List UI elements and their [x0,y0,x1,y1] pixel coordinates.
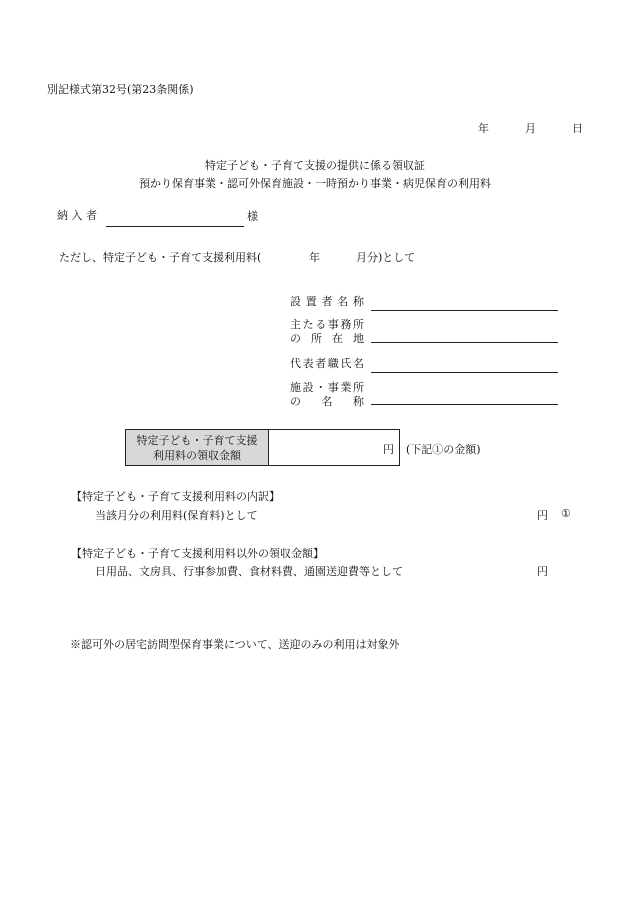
receipt-amount-yen: 円 [383,443,394,456]
office-location-line[interactable] [371,342,558,343]
payer-name-line[interactable] [106,226,244,227]
receipt-amount-note: (下記①の金額) [406,443,481,456]
office-location-label-line1: 主たる事務所 [290,318,364,331]
other-amounts-item: 日用品、文房具、行事参加費、食材料費、通園送迎費等として [95,565,403,578]
proviso-month-suffix: 月分)として [356,251,416,264]
form-number: 別記様式第32号(第23条関係) [47,83,194,96]
installer-name-line[interactable] [371,310,558,311]
installer-name-label: 設置者名称 [290,295,364,308]
date-year-label: 年 [478,122,489,135]
facility-name-line[interactable] [371,404,558,405]
proviso-prefix: ただし、特定子ども・子育て支援利用料( [59,251,262,264]
breakdown-mark: ① [561,507,571,520]
facility-label-line1: 施設・事業所 [290,381,364,394]
breakdown-yen: 円 [537,509,548,522]
breakdown-item: 当該月分の利用料(保育料)として [95,509,258,522]
representative-label: 代表者職氏名 [290,357,364,370]
other-amounts-heading: 【特定子ども・子育て支援利用料以外の領収金額】 [71,547,324,560]
title-line1: 特定子ども・子育て支援の提供に係る領収証 [205,159,425,172]
facility-label-line2: の名称 [290,395,364,408]
receipt-amount-label-line1: 特定子ども・子育て支援 [136,434,258,447]
breakdown-heading: 【特定子ども・子育て支援利用料の内訳】 [71,490,280,503]
proviso-year-label: 年 [309,251,320,264]
title-line2: 預かり保育事業・認可外保育施設・一時預かり事業・病児保育の利用料 [139,177,491,190]
date-month-label: 月 [525,122,536,135]
payer-label: 納 入 者 [57,209,97,222]
footnote: ※認可外の居宅訪問型保育事業について、送迎のみの利用は対象外 [70,638,400,651]
date-day-label: 日 [572,122,583,135]
representative-line[interactable] [371,372,558,373]
other-amounts-yen: 円 [537,565,548,578]
receipt-amount-box [125,429,400,466]
receipt-amount-label [126,430,269,465]
office-location-label-line2: の所在地 [290,332,364,345]
receipt-amount-label-line2: 利用料の領収金額 [153,449,241,462]
payer-suffix: 様 [247,210,258,223]
